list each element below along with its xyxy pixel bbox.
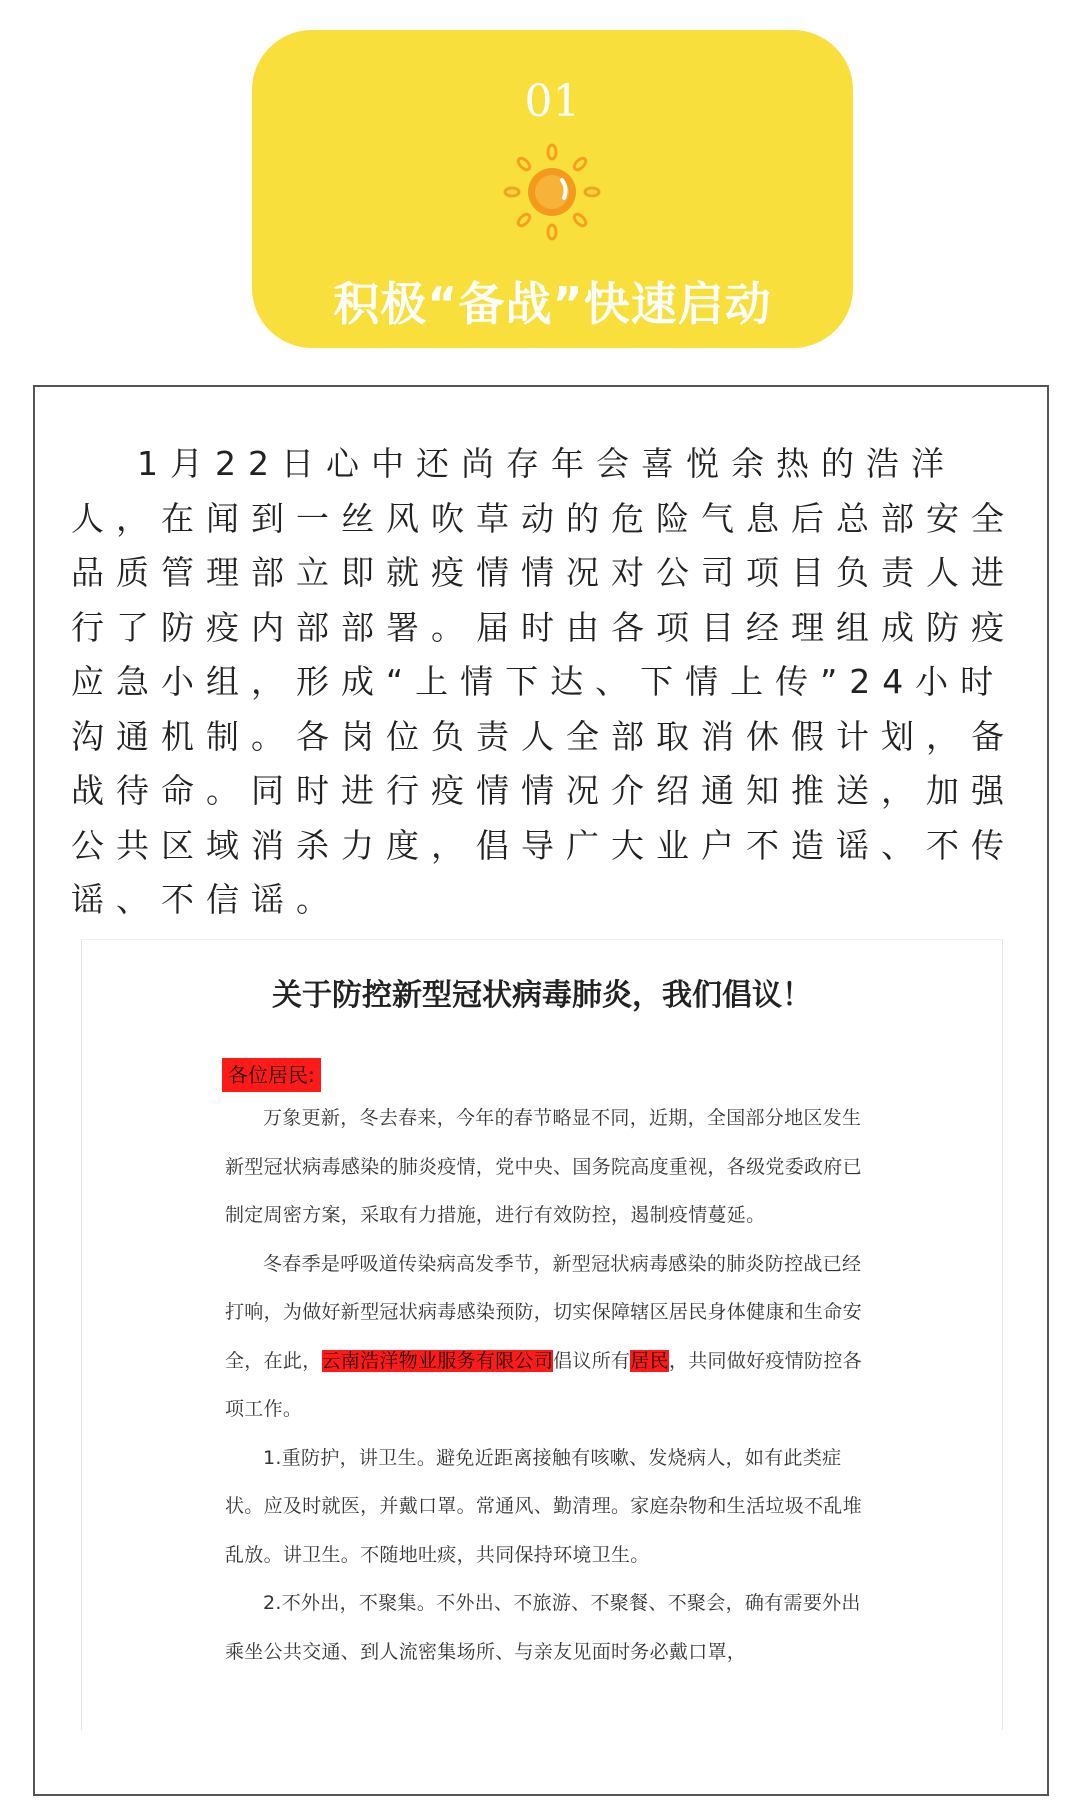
notice-paragraph-1: 万象更新，冬去春来，今年的春节略显不同，近期，全国部分地区发生新型冠状病毒感染的肺炎疫情，党中央、国务院高度重视，各级党委政府已制定周密方案，采取有力措施，进行有效防控，遏制疫情蔓延。 bbox=[225, 1107, 862, 1226]
notice-paragraph-2-text: 冬春季是呼吸道传染病高发季节，新型冠状病毒感染的肺炎防控战已经打响，为做好新型冠状病毒感染预防，切实保障辖区居民身体健康和生命安全，在此， bbox=[225, 1252, 862, 1372]
content-frame bbox=[33, 385, 1049, 1796]
notice-greeting: 各位居民: bbox=[222, 1058, 321, 1092]
residents-highlight: 居民 bbox=[630, 1349, 669, 1372]
notice-item-1: 1.重防护，讲卫生。避免近距离接触有咳嗽、发烧病人，如有此类症状。应及时就医，并戴口罩。常通风、勤清理。家庭杂物和生活垃圾不乱堆乱放。讲卫生。不随地吐痰，共同保持环境卫生。 bbox=[225, 1446, 862, 1566]
section-title: 积极“备战”快速启动 bbox=[333, 277, 772, 331]
company-name-highlight: 云南浩洋物业服务有限公司 bbox=[321, 1349, 554, 1372]
notice-body bbox=[225, 1094, 865, 1676]
notice-document-image bbox=[81, 939, 1003, 1730]
notice-item-2: 2.不外出，不聚集。不外出、不旅游、不聚餐、不聚会，确有需要外出乘坐公共交通、到人流密集场所、与亲友见面时务必戴口罩， bbox=[225, 1592, 861, 1663]
section-header-card bbox=[252, 30, 853, 348]
intro-paragraph: 1月22日心中还尚存年会喜悦余热的浩洋人，在闻到一丝风吹草动的危险气息后总部安全品质管理部立即就疫情情况对公司项目负责人进行了防疫内部部署。届时由各项目经理组成防疫应急小组，形成“上情下达、下情上传”24小时沟通机制。各岗位负责人全部取消休假计划，备战待命。同时进行疫情情况介绍通知推送，加强公共区域消杀力度，倡导广大业户不造谣、不传谣、不信谣。 bbox=[71, 444, 1016, 919]
notice-paragraph-2-text: 倡议所有 bbox=[553, 1349, 631, 1372]
sun-icon bbox=[502, 142, 602, 242]
section-number: 01 bbox=[524, 76, 581, 127]
notice-title: 关于防控新型冠状病毒肺炎，我们倡议！ bbox=[272, 978, 812, 1013]
notice-paragraph-2-text: ，共同做好疫情防控各项工作。 bbox=[225, 1349, 862, 1420]
notice-paragraph-2 bbox=[225, 1240, 865, 1434]
